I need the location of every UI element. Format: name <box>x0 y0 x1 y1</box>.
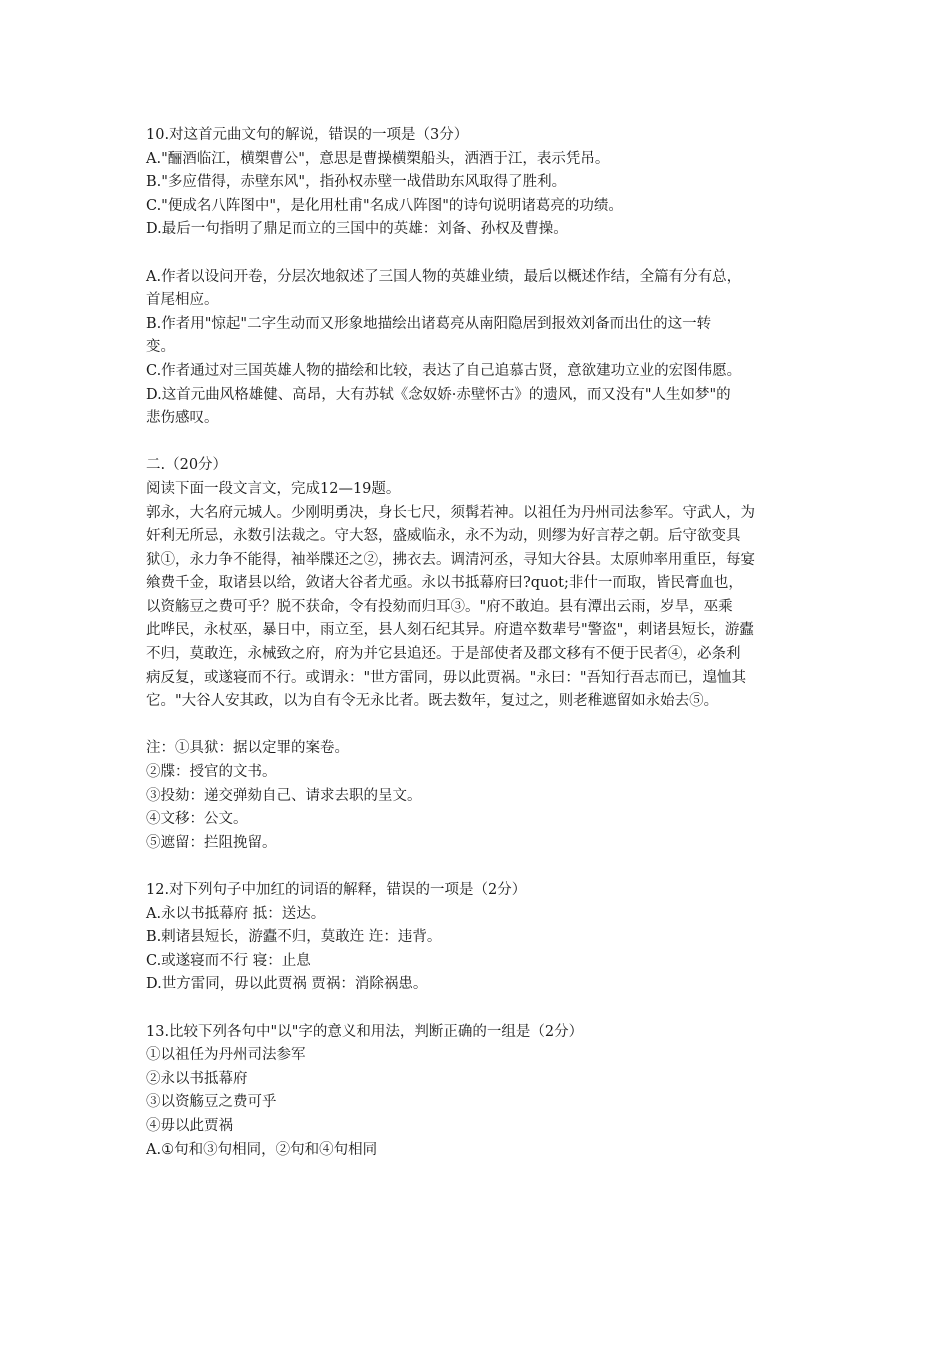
note-line: ②牒：授官的文书。 <box>146 764 277 781</box>
q13-sentence: ④毋以此贾祸 <box>146 1117 233 1134</box>
q10-stem: 10.对这首元曲文句的解说，错误的一项是（3分） <box>146 127 469 143</box>
q12-option-c: C.或遂寝而不行 寝：止息 <box>146 952 311 969</box>
note-line: ④文移：公文。 <box>146 811 248 828</box>
q11-line: B.作者用"惊起"二字生动而又形象地描绘出诸葛亮从南阳隐居到报效刘备而出仕的这一转 <box>146 315 712 332</box>
spacer <box>146 431 826 455</box>
spacer <box>146 242 826 266</box>
q11-line: 悲伤感叹。 <box>146 410 219 427</box>
spacer <box>146 997 826 1021</box>
q11-line: A.作者以设问开卷，分层次地叙述了三国人物的英雄业绩，最后以概述作结，全篇有分有总， <box>146 268 742 285</box>
note-line: ⑤遮留：拦阻挽留。 <box>146 834 277 851</box>
q12-option-d: D.世方雷同，毋以此贾祸 贾祸：消除祸患。 <box>146 976 428 993</box>
q12-stem: 12.对下列句子中加红的词语的解释，错误的一项是（2分） <box>146 882 527 898</box>
document-page <box>146 124 826 1162</box>
passage-line: 狱①，永力争不能得，袖举牒还之②，拂衣去。调清河丞，寻知大谷县。太原帅率用重臣，每宴 <box>146 551 755 568</box>
q11-line: 变。 <box>146 339 175 356</box>
passage-line: 郭永，大名府元城人。少刚明勇决，身长七尺，须髯若神。以祖任为丹州司法参军。守武人，为 <box>146 504 755 521</box>
q10-option-d: D.最后一句指明了鼎足而立的三国中的英雄：刘备、孙权及曹操。 <box>146 221 568 238</box>
q10-option-b: B."多应借得，赤壁东风"，指孙权赤壁一战借助东风取得了胜利。 <box>146 174 567 191</box>
section-instruction: 阅读下面一段文言文，完成12—19题。 <box>146 480 401 497</box>
passage-line: 此哗民，永杖巫，暴日中，雨立至，县人刻石纪其异。府遣卒数辈号"警盗"，剌诸县短长，游蠹 <box>146 622 754 639</box>
q11-line: C.作者通过对三国英雄人物的描绘和比较，表达了自己追慕古贤，意欲建功立业的宏图伟愿。 <box>146 362 742 379</box>
note-line: 注：①具狱：据以定罪的案卷。 <box>146 740 349 757</box>
q11-line: 首尾相应。 <box>146 292 219 309</box>
passage-line: 以资觞豆之费可乎？脱不获命，令有投劾而归耳③。"府不敢迫。县有潭出云雨，岁旱，巫乘 <box>146 598 733 615</box>
q13-sentence: ②永以书抵幕府 <box>146 1070 248 1087</box>
passage-line: 奸利无所忌，永数引法裁之。守大怒，盛威临永，永不为动，则缪为好言荐之朝。后守欲变具 <box>146 528 741 545</box>
note-line: ③投劾：递交弹劾自己、请求去职的呈文。 <box>146 787 422 804</box>
spacer <box>146 714 826 738</box>
q11-line: D.这首元曲风格雄健、高昂，大有苏轼《念奴娇·赤壁怀古》的遗风，而又没有"人生如梦"的 <box>146 386 731 403</box>
passage-line: 飨费千金，取诸县以给，敛诸大谷者尤亟。永以书抵幕府曰?quot;非什一而取，皆民膏血也， <box>146 575 743 592</box>
spacer <box>146 855 826 879</box>
q13-sentence: ①以祖任为丹州司法参军 <box>146 1047 306 1064</box>
passage-line: 它。"大谷人安其政，以为自有令无永比者。既去数年，复过之，则老稚遮留如永始去⑤。 <box>146 693 719 710</box>
q10-option-a: A."酾酒临江，横槊曹公"，意思是曹操横槊船头，洒酒于江，表示凭吊。 <box>146 150 610 167</box>
q13-stem: 13.比较下列各句中"以"字的意义和用法，判断正确的一组是（2分） <box>146 1023 584 1040</box>
q10-option-c: C."便成名八阵图中"，是化用杜甫"名成八阵图"的诗句说明诸葛亮的功绩。 <box>146 197 623 214</box>
passage-line: 病反复，或遂寝而不行。或谓永："世方雷同，毋以此贾祸。"永曰："吾知行吾志而已，遑恤其 <box>146 669 747 686</box>
q12-option-a: A.永以书抵幕府 抵：送达。 <box>146 905 326 922</box>
q13-option-a: A.①句和③句相同，②句和④句相同 <box>146 1141 378 1158</box>
q13-sentence: ③以资觞豆之费可乎 <box>146 1094 277 1111</box>
q12-option-b: B.剌诸县短长，游蠹不归，莫敢迕 迕：违背。 <box>146 929 442 946</box>
passage-line: 不归，莫敢迕，永械致之府，府为并它县追还。于是部使者及郡文移有不便于民者④，必条利 <box>146 646 741 663</box>
section-heading: 二.（20分） <box>146 457 228 474</box>
